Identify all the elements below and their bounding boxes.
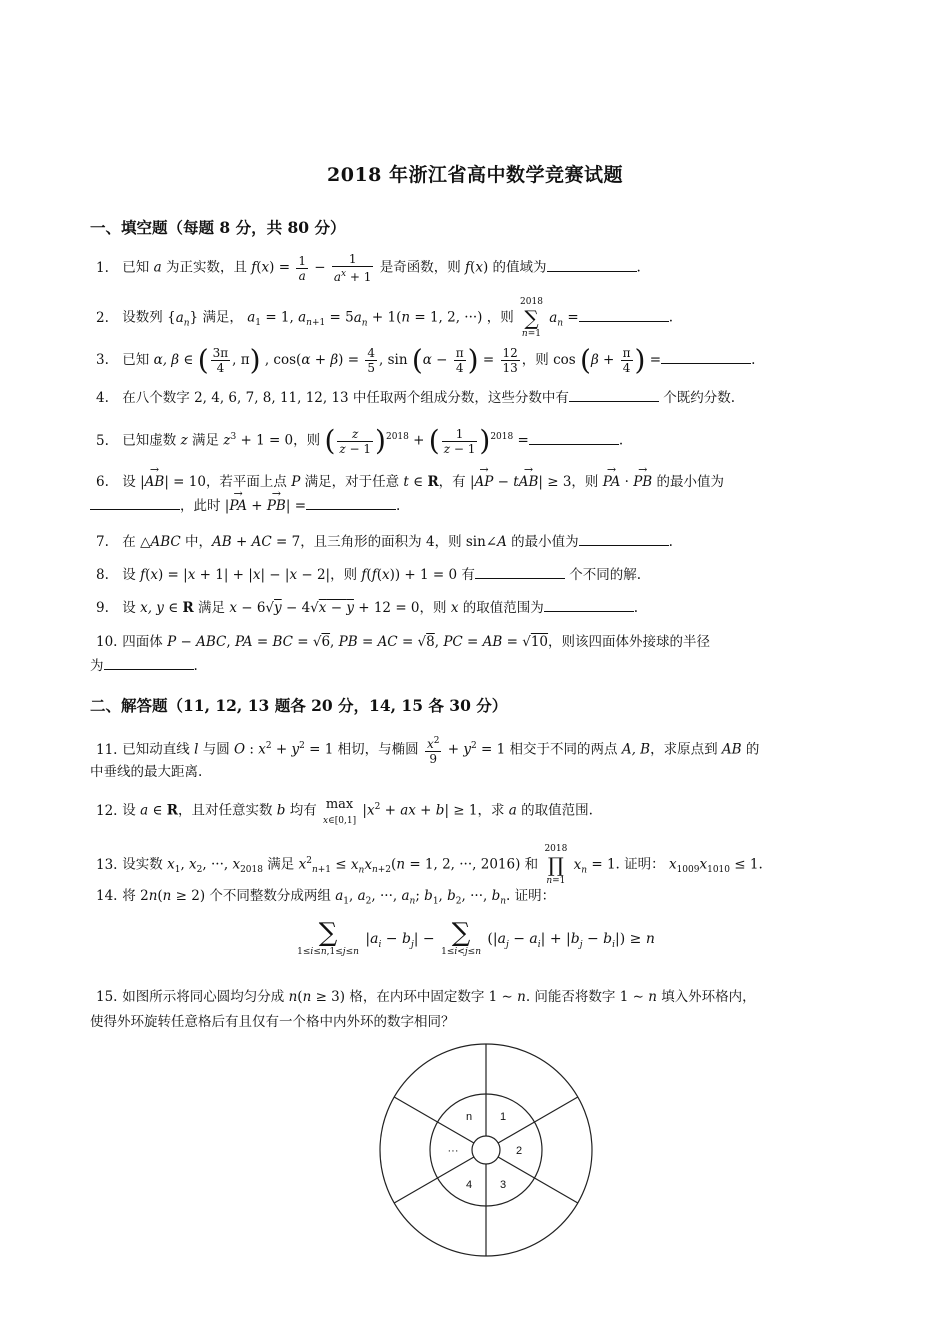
- concentric-circle-diagram: [376, 1040, 596, 1260]
- answer-blank[interactable]: [529, 430, 619, 445]
- cell-label: 2: [515, 1145, 523, 1157]
- question-14: 14. 将 2n(n ≥ 2) 个不同整数分成两组 $a_1$, $a_2$, ···, $a_n$; $b_1$, $b_2$, ···, $b_n$. 证明：: [96, 888, 556, 907]
- answer-blank[interactable]: [547, 257, 637, 272]
- answer-blank[interactable]: [475, 564, 565, 579]
- section-solutions: 二、解答题（11, 12, 13 题各 20 分，14, 15 各 30 分）: [90, 696, 508, 715]
- question-7: 7. 在 △ABC 中，AB + AC = 7，且三角形的面积为 4，则 sin∠A 的最小值为 .: [90, 530, 865, 554]
- question-11-line-2: 中垂线的最大距离.: [90, 764, 203, 780]
- answer-blank[interactable]: [306, 495, 396, 510]
- question-4: 4. 在八个数字 2, 4, 6, 7, 8, 11, 12, 13 中任取两个组成分数，这些分数中有 个既约分数.: [90, 386, 865, 410]
- question-6-line-2: ，此时 |→ PA + → PB| = .: [90, 494, 865, 518]
- divider-line: [498, 1157, 578, 1203]
- divider-line: [394, 1097, 474, 1143]
- question-10: 10. 四面体 P − ABC, PA = BC = √6, PB = AC = √8, PC = AB = √10，则该四面体外接球的半径: [96, 634, 711, 650]
- cell-label: 1: [499, 1111, 507, 1123]
- section-fill-in: 一、填空题（每题 8 分，共 80 分）: [90, 218, 346, 237]
- answer-blank[interactable]: [579, 307, 669, 322]
- question-8: 8. 设 f(x) = |x + 1| + |x| − |x − 2|，则 f(f(x)) + 1 = 0 有 个不同的解.: [90, 563, 865, 587]
- divider-line: [394, 1157, 474, 1203]
- question-3: 3. 已知 α, β ∈ ( $\frac{3\pi}{4}$ , π) , cos(α + β) = $\frac{4}{5}$ , sin (α − $\frac{\pi}{4}$ ) = $\frac{12}{13}$ ，则 cos (β + $\frac{\pi}{4}$ ) = .: [96, 343, 756, 377]
- cell-label: 4: [465, 1179, 473, 1191]
- answer-blank[interactable]: [104, 655, 194, 670]
- question-12: 12. 设 a ∈ R，且对任意实数 b 均有 max x∈[0,1] $|x^2$ + ax + b| ≥ 1，求 a 的取值范围.: [96, 797, 593, 826]
- page-title: 2018 年浙江省高中数学竞赛试题: [327, 164, 623, 186]
- question-9: 9. 设 x, y ∈ R 满足 x − 6√y − 4√x − y + 12 = 0，则 x 的取值范围为 .: [90, 596, 865, 620]
- question-5: 5. 已知虚数 z 满足 $z^3 + 1 = 0$，则 ( $\frac{z}{z - 1}$ )$^{2018}$ + ( $\frac{1}{z - 1}$ )$^{2018}$ = .: [96, 424, 624, 457]
- question-13: 13. 设实数 $x_1$, $x_2$, ···, $x_{2018}$ 满足 $x^2_{n+1} \le x_nx_{n+2}(n = 1$, 2, ···, 2016) 和 2018 ∏ n=1 $x_n = 1$. 证明： $x_{1009}x_{1010} \le 1$.: [96, 844, 763, 886]
- question-2: 2. 设数列 $\{a_n\}$ 满足， $a_1 = 1$, $a_{n+1} = 5a_n + 1(n = 1$, 2, ···) ，则 2018 ∑ n=1 $a_n$ = .: [96, 297, 673, 339]
- answer-blank[interactable]: [661, 349, 751, 364]
- question-10-line-2: 为 .: [90, 654, 865, 678]
- answer-blank[interactable]: [579, 531, 669, 546]
- cell-label: 3: [499, 1179, 507, 1191]
- question-14-formula: ∑ 1≤i≤n,1≤j≤n $|a_i - b_j|$ − ∑ 1≤i<j≤n $(|a_j - a_i| + |b_j - b_i|) \ge n$: [297, 918, 655, 957]
- question-15-line-2: 使得外环旋转任意格后有且仅有一个格中内外环的数字相同？: [90, 1014, 455, 1030]
- divider-line: [498, 1097, 578, 1143]
- cell-label: ···: [447, 1145, 459, 1157]
- question-6: 6. 设 |→ AB| = 10，若平面上点 P 满足，对于任意 t ∈ R，有 |→ AP − t→ AB| ≥ 3，则 → PA · → PB 的最小值为: [90, 470, 865, 494]
- cell-label: n: [465, 1111, 473, 1123]
- answer-blank[interactable]: [569, 387, 659, 402]
- inner-circle: [472, 1136, 500, 1164]
- question-11: 11. 已知动直线 l 与圆 O : $x^2 + y^2 = 1$ 相切，与椭圆 $\frac{x^2}{9}$ + $y^2 = 1$ 相交于不同的两点 A, B，求原点到 AB 的: [96, 736, 760, 766]
- question-15: 15. 如图所示将同心圆均匀分成 n(n ≥ 3) 格，在内环中固定数字 1 ∼ n. 问能否将数字 1 ∼ n 填入外环格内，: [96, 989, 756, 1005]
- answer-blank[interactable]: [90, 495, 180, 510]
- question-1: 1. 已知 a 为正实数，且 f(x) = $\frac{1}{a}$ − $\frac{1}{a^x + 1}$ 是奇函数，则 f(x) 的值域为 .: [96, 252, 641, 284]
- answer-blank[interactable]: [544, 597, 634, 612]
